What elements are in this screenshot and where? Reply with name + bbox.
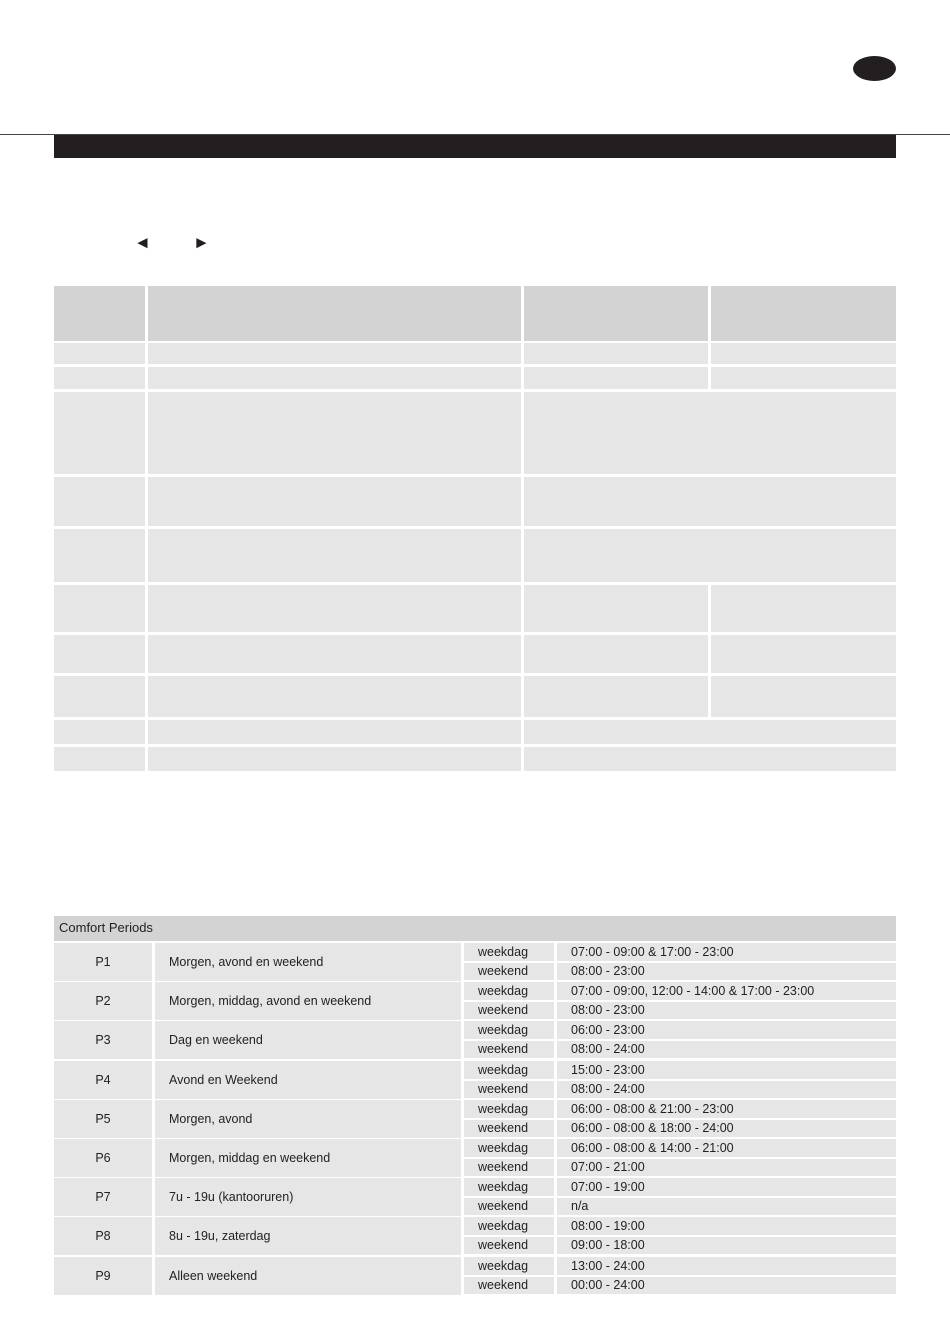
weekday-label: weekdag <box>464 1257 554 1275</box>
weekend-label: weekend <box>464 963 554 981</box>
period-name: Morgen, middag, avond en weekend <box>155 982 461 1020</box>
weekend-time: 08:00 - 23:00 <box>557 1002 896 1020</box>
table-cell <box>148 392 521 474</box>
table-cell <box>54 392 145 474</box>
table-header-cell <box>524 286 708 341</box>
left-arrow-icon: ◄ <box>134 233 151 252</box>
table-cell <box>54 720 145 744</box>
weekend-label: weekend <box>464 1120 554 1138</box>
table-cell <box>148 585 521 632</box>
table-header-cell <box>54 286 145 341</box>
table-cell <box>148 367 521 389</box>
period-name: Morgen, middag en weekend <box>155 1139 461 1177</box>
weekend-time: 00:00 - 24:00 <box>557 1277 896 1295</box>
table-cell <box>54 585 145 632</box>
weekday-time: 07:00 - 09:00 & 17:00 - 23:00 <box>557 943 896 961</box>
table-cell <box>524 343 708 364</box>
table-cell <box>524 529 896 582</box>
weekend-time: 09:00 - 18:00 <box>557 1237 896 1255</box>
weekday-label: weekdag <box>464 1021 554 1039</box>
table-cell <box>524 367 708 389</box>
weekday-time: 15:00 - 23:00 <box>557 1061 896 1079</box>
weekend-label: weekend <box>464 1198 554 1216</box>
table-cell <box>524 585 708 632</box>
table-cell <box>524 635 708 673</box>
table-header-cell <box>711 286 896 341</box>
right-arrow-icon: ► <box>193 233 210 252</box>
period-code: P5 <box>54 1100 152 1138</box>
period-name: 8u - 19u, zaterdag <box>155 1217 461 1255</box>
period-name: Dag en weekend <box>155 1021 461 1059</box>
weekday-label: weekdag <box>464 1100 554 1118</box>
weekend-label: weekend <box>464 1277 554 1295</box>
table-cell <box>148 343 521 364</box>
weekday-time: 06:00 - 08:00 & 21:00 - 23:00 <box>557 1100 896 1118</box>
table-cell <box>711 635 896 673</box>
weekend-time: 08:00 - 24:00 <box>557 1041 896 1059</box>
table-cell <box>54 676 145 717</box>
period-code: P4 <box>54 1061 152 1099</box>
table-cell <box>524 676 708 717</box>
weekday-time: 07:00 - 09:00, 12:00 - 14:00 & 17:00 - 23:00 <box>557 982 896 1000</box>
table-cell <box>148 747 521 771</box>
period-code: P1 <box>54 943 152 981</box>
table-cell <box>54 367 145 389</box>
period-code: P7 <box>54 1178 152 1216</box>
table-cell <box>524 392 896 474</box>
table-header-cell <box>148 286 521 341</box>
period-code: P8 <box>54 1217 152 1255</box>
weekend-label: weekend <box>464 1041 554 1059</box>
table-cell <box>148 676 521 717</box>
table-cell <box>711 343 896 364</box>
weekend-time: 08:00 - 24:00 <box>557 1081 896 1099</box>
language-badge <box>853 56 896 81</box>
table-cell <box>711 676 896 717</box>
weekday-time: 06:00 - 23:00 <box>557 1021 896 1039</box>
table-cell <box>54 747 145 771</box>
table-cell <box>524 747 896 771</box>
period-name: Avond en Weekend <box>155 1061 461 1099</box>
table-cell <box>54 343 145 364</box>
weekend-time: 08:00 - 23:00 <box>557 963 896 981</box>
period-name: Alleen weekend <box>155 1257 461 1295</box>
table-cell <box>148 635 521 673</box>
period-name: Morgen, avond <box>155 1100 461 1138</box>
weekday-label: weekdag <box>464 982 554 1000</box>
weekend-label: weekend <box>464 1002 554 1020</box>
period-name: 7u - 19u (kantooruren) <box>155 1178 461 1216</box>
period-code: P9 <box>54 1257 152 1295</box>
weekend-label: weekend <box>464 1237 554 1255</box>
weekday-time: 06:00 - 08:00 & 14:00 - 21:00 <box>557 1139 896 1157</box>
weekday-time: 07:00 - 19:00 <box>557 1178 896 1196</box>
weekend-time: 06:00 - 08:00 & 18:00 - 24:00 <box>557 1120 896 1138</box>
weekday-time: 13:00 - 24:00 <box>557 1257 896 1275</box>
table-cell <box>524 720 896 744</box>
weekend-time: n/a <box>557 1198 896 1216</box>
weekday-time: 08:00 - 19:00 <box>557 1217 896 1235</box>
weekday-label: weekdag <box>464 1217 554 1235</box>
comfort-periods-title: Comfort Periods <box>54 916 896 941</box>
table-cell <box>711 367 896 389</box>
table-cell <box>54 635 145 673</box>
period-code: P6 <box>54 1139 152 1177</box>
table-cell <box>54 529 145 582</box>
period-code: P2 <box>54 982 152 1020</box>
weekday-label: weekdag <box>464 1139 554 1157</box>
table-cell <box>148 477 521 526</box>
table-cell <box>711 585 896 632</box>
weekend-time: 07:00 - 21:00 <box>557 1159 896 1177</box>
weekday-label: weekdag <box>464 943 554 961</box>
table-cell <box>524 477 896 526</box>
weekend-label: weekend <box>464 1081 554 1099</box>
table-cell <box>148 720 521 744</box>
table-cell <box>148 529 521 582</box>
weekend-label: weekend <box>464 1159 554 1177</box>
weekday-label: weekdag <box>464 1061 554 1079</box>
period-name: Morgen, avond en weekend <box>155 943 461 981</box>
table-cell <box>54 477 145 526</box>
period-code: P3 <box>54 1021 152 1059</box>
weekday-label: weekdag <box>464 1178 554 1196</box>
section-header-bar <box>54 135 896 158</box>
